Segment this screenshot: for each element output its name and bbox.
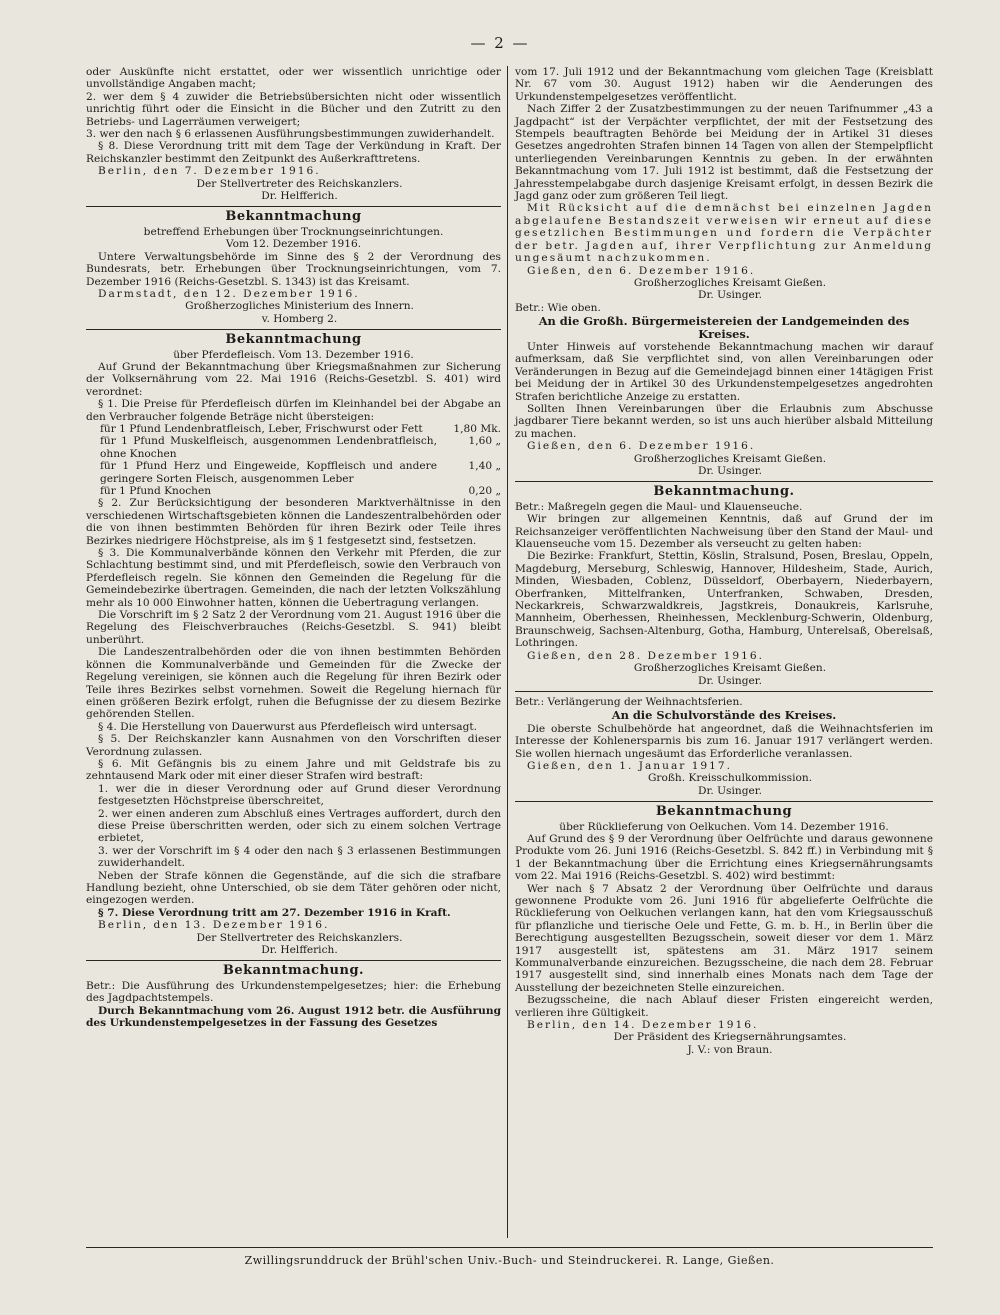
price-value: 1,40 „: [468, 460, 501, 473]
notice-title: Bekanntmachung: [225, 332, 362, 348]
place-date: Berlin, den 14. Dezember 1916.: [527, 1019, 759, 1032]
penalty-item: 2. wer einen anderen zum Abschluß eines Vertrages auffordert, durch den diese Preise überschritten werden, oder sich zu einem solchen Vertrage erbietet,: [98, 807, 501, 845]
paragraph: vom 17. Juli 1912 und der Bekanntmachung vom gleichen Tage (Kreisblatt Nr. 67 vom 30. August 1912) haben wir die Aenderungen des Urkundenstempelgesetzes veröffentlicht.: [515, 66, 933, 103]
paragraph: Wir bringen zur allgemeinen Kenntnis, daß auf Grund der im Reichsanzeiger veröffentlichten Nachweisung über den Stand der Maul- und Klauenseuche vom 15. Dezember als verseucht zu gelten haben:: [515, 513, 933, 551]
paragraph: Mit Rücksicht auf die demnächst bei einzelnen Jagden abgelaufene Bestandszeit verweisen wir erneut auf diese gesetzlichen Bestimmungen und fordern die Verpächter der betr. Jagden auf, ihrer Verpflichtung zur Anmeldung ungesäumt nachzukommen.: [515, 202, 933, 265]
notice-subject: Betr.: Maßregeln gegen die Maul- und Klauenseuche.: [515, 500, 803, 513]
notice-title: Bekanntmachung: [225, 209, 362, 225]
signature-name: J. V.: von Braun.: [687, 1043, 773, 1056]
price-value: 0,20 „: [468, 485, 501, 497]
signature-name: Dr. Helfferich.: [261, 944, 338, 957]
place-date: Gießen, den 1. Januar 1917.: [527, 759, 733, 772]
place-date: Gießen, den 6. Dezember 1916.: [527, 440, 756, 453]
penalty-item: 3. wer der Vorschrift im § 4 oder den nach § 3 erlassenen Bestimmungen zuwiderhandelt.: [98, 844, 501, 870]
column-divider: [507, 66, 508, 1238]
notice-heading: An die Schulvorstände des Kreises.: [611, 708, 837, 723]
paragraph: Die Vorschrift im § 2 Satz 2 der Verordnung vom 21. August 1916 über die Regelung des Fleischverbrauches (Reichs-Gesetzbl. S. 941) bleibt unberührt.: [86, 609, 501, 646]
notice-title: Bekanntmachung.: [653, 484, 795, 500]
left-column: [86, 66, 501, 1029]
page-number: — 2 —: [470, 34, 530, 52]
paragraph: Untere Verwaltungsbehörde im Sinne des § 2 der Verordnung des Bundesrats, betr. Erhebungen über Trocknungseinrichtungen, vom 7. Dezember 1916 (Reichs-Gesetzbl. S. 1343) ist das Kreisamt.: [86, 250, 501, 288]
paragraph: § 6. Mit Gefängnis bis zu einem Jahre und mit Geldstrafe bis zu zehntausend Mark oder mit einer dieser Strafen wird bestraft:: [86, 757, 501, 783]
paragraph: § 5. Der Reichskanzler kann Ausnahmen von den Vorschriften dieser Verordnung zulassen.: [86, 733, 501, 758]
notice-title: Bekanntmachung.: [222, 963, 365, 979]
signature-title: Der Stellvertreter des Reichskanzlers.: [196, 931, 403, 944]
paragraph: § 2. Zur Berücksichtigung der besonderen Marktverhältnisse in den verschiedenen Wirtschaftsgebieten können die Landeszentralbehörden oder die von ihnen bestimmten Behörden für ihren Bezirk oder Teile ihres Bezirkes niedrigere Höchstpreise, als im § 1 festgesetzt sind, festsetzen.: [86, 497, 501, 547]
notice-subject: Betr.: Verlängerung der Weihnachtsferien.: [515, 695, 743, 708]
paragraph: Unter Hinweis auf vorstehende Bekanntmachung machen wir darauf aufmerksam, daß Sie verpflichtet sind, von allen Vereinbarungen oder Veränderungen in Bezug auf die Gemeindejagd binnen einer 14tägigen Frist bei Meidung der in Artikel 30 des Urkundenstempelgesetzes angedrohten Strafen berichtliche Anzeige zu erstatten.: [515, 340, 933, 403]
signature-title: Großherzogliches Ministerium des Innern.: [185, 300, 414, 313]
section-divider: [515, 691, 933, 692]
price-row: [86, 460, 501, 485]
section-divider: [515, 801, 933, 802]
penalty-item: 2. wer dem § 4 zuwider die Betriebsübersichten nicht oder wissentlich unrichtig führt oder die Einsicht in die Bücher und den Zutritt zu den Betriebs- und Lagerräumen verweigert;: [86, 90, 501, 128]
section-divider: [86, 206, 501, 207]
paragraph: Nach Ziffer 2 der Zusatzbestimmungen zu der neuen Tarifnummer „43 a Jagdpacht“ ist der Verpächter verpflichtet, der mit der Festsetzung des Stempels beauftragten Behörde bei Meidung der in Artikel 31 dieses Gesetzes angedrohten Strafen binnen 14 Tagen von allen der Stempelpflicht unterliegenden Vereinbarungen Kenntnis zu geben. In der erwähnten Bekanntmachung vom 17. Juli 1912 ist bestimmt, daß die Festsetzung der Jahresstempelabgabe durch dasjenige Kreisamt erfolgt, in dessen Bezirk die Jagd ganz oder zum größeren Teil liegt.: [515, 103, 933, 203]
price-value: 1,60 „: [468, 435, 501, 448]
paragraph: § 7. Diese Verordnung tritt am 27. Dezember 1916 in Kraft.: [98, 906, 451, 919]
paragraph: Wer nach § 7 Absatz 2 der Verordnung über Oelfrüchte und daraus gewonnene Produkte vom 26. Juni 1916 für abgelieferte Oelfrüchte die Rücklieferung von Oelkuchen verlangen kann, hat den vom Kriegsausschuß für pflanzliche und tierische Oele und Fette, G. m. b. H., in Berlin über die Berechtigung ausgestellten Bezugsschein, soweit dieser vor dem 1. März 1917 ausgestellt ist, spätestens am 31. März 1917 seinem Kommunalverbande einzureichen. Bezugsscheine, die nach dem 28. Februar 1917 ausgestellt sind, sind innerhalb eines Monats nach dem Tage der Ausstellung der bezeichneten Stelle einzureichen.: [515, 882, 933, 994]
paragraph: Sollten Ihnen Vereinbarungen über die Erlaubnis zum Abschusse jagdbarer Tiere bekannt werden, so ist uns auch hierüber alsbald Mitteilung zu machen.: [515, 402, 933, 440]
section-divider: [86, 960, 501, 961]
price-row: [86, 435, 501, 460]
paragraph: Auf Grund der Bekanntmachung über Kriegsmaßnahmen zur Sicherung der Volksernährung vom 22. Mai 1916 (Reichs-Gesetzbl. S. 401) wird verordnet:: [86, 360, 501, 398]
printer-imprint: Zwillingsrunddruck der Brühl'schen Univ.-Buch- und Steindruckerei. R. Lange, Gießen.: [86, 1247, 933, 1267]
signature-name: Dr. Usinger.: [697, 674, 763, 687]
signature-title: Großherzogliches Kreisamt Gießen.: [633, 662, 827, 675]
signature-title: Der Stellvertreter des Reichskanzlers.: [196, 177, 403, 190]
paragraph: Auf Grund des § 9 der Verordnung über Oelfrüchte und daraus gewonnene Produkte vom 26. Juni 1916 (Reichs-Gesetzbl. S. 842 ff.) in Verbindung mit § 1 der Bekanntmachung über die Errichtung eines Kriegsernährungsamts vom 22. Mai 1916 (Reichs-Gesetzbl. S. 402) wird bestimmt:: [515, 832, 933, 883]
place-date: Gießen, den 28. Dezember 1916.: [527, 649, 764, 662]
notice-subject: Betr.: Die Ausführung des Urkundenstempelgesetzes; hier: die Erhebung des Jagdpachtstempels.: [86, 979, 501, 1005]
place-date: Berlin, den 13. Dezember 1916.: [98, 919, 330, 932]
signature-title: Großherzogliches Kreisamt Gießen.: [633, 276, 827, 289]
right-column: [515, 66, 933, 1056]
paragraph: § 8. Diese Verordnung tritt mit dem Tage der Verkündung in Kraft. Der Reichskanzler bestimmt den Zeitpunkt des Außerkrafttretens.: [86, 140, 501, 165]
price-label: für 1 Pfund Herz und Eingeweide, Kopffleisch und andere geringere Sorten Fleisch, ausgenommen Leber: [100, 460, 437, 485]
signature-title: Der Präsident des Kriegsernährungsamtes.: [613, 1031, 847, 1044]
place-date: Darmstadt, den 12. Dezember 1916.: [98, 287, 360, 300]
paragraph: Bezugsscheine, die nach Ablauf dieser Fristen eingereicht werden, verlieren ihre Gültigkeit.: [515, 994, 933, 1019]
price-row: [86, 423, 501, 435]
penalty-item: oder Auskünfte nicht erstattet, oder wer wissentlich unrichtige oder unvollständige Angaben macht;: [86, 66, 501, 91]
paragraph: Neben der Strafe können die Gegenstände, auf die sich die strafbare Handlung bezieht, ohne Unterschied, ob sie dem Täter gehören oder nicht, eingezogen werden.: [86, 869, 501, 907]
signature-title: Großh. Kreisschulkommission.: [647, 772, 813, 785]
paragraph: § 1. Die Preise für Pferdefleisch dürfen im Kleinhandel bei der Abgabe an den Verbraucher folgende Beträge nicht übersteigen:: [86, 398, 501, 423]
paragraph: Durch Bekanntmachung vom 26. August 1912 betr. die Ausführung des Urkundenstempelgesetzes in der Fassung des Gesetzes: [86, 1004, 501, 1030]
notice-title: Bekanntmachung: [655, 804, 793, 820]
paragraph: Die oberste Schulbehörde hat angeordnet, daß die Weihnachtsferien im Interesse der Kohlenersparnis bis zum 16. Januar 1917 verlängert werden. Sie wollen hiernach ungesäumt das Erforderliche veranlassen.: [515, 722, 933, 760]
notice-subtitle: über Rücklieferung von Oelkuchen. Vom 14. Dezember 1916.: [559, 820, 889, 833]
price-label: für 1 Pfund Muskelfleisch, ausgenommen Lendenbratfleisch, ohne Knochen: [100, 435, 437, 460]
price-row: [86, 485, 501, 497]
signature-name: v. Homberg 2.: [261, 312, 338, 325]
notice-heading: An die Großh. Bürgermeistereien der Landgemeinden des Kreises.: [538, 314, 910, 341]
notice-subject: Betr.: Wie oben.: [515, 301, 601, 314]
paragraph: § 4. Die Herstellung von Dauerwurst aus Pferdefleisch wird untersagt.: [98, 720, 478, 733]
notice-date: Vom 12. Dezember 1916.: [225, 238, 362, 251]
notice-subtitle: über Pferdefleisch. Vom 13. Dezember 1916.: [173, 348, 414, 361]
price-value: 1,80 Mk.: [453, 422, 501, 435]
signature-title: Großherzogliches Kreisamt Gießen.: [633, 452, 827, 465]
paragraph: § 3. Die Kommunalverbände können den Verkehr mit Pferden, die zur Schlachtung bestimmt sind, und mit Pferdefleisch, sowie den Verbrauch von Pferdefleisch regeln. Sie können den Gemeinden die Regelung für die Gemeindebezirke übertragen. Gemeinden, die nach der letzten Volkszählung mehr als 10 000 Einwohner hatten, können die Uebertragung verlangen.: [86, 547, 501, 609]
signature-name: Dr. Usinger.: [697, 289, 763, 302]
place-date: Berlin, den 7. Dezember 1916.: [98, 165, 321, 178]
price-label: für 1 Pfund Knochen: [100, 485, 212, 497]
penalty-item: 1. wer die in dieser Verordnung oder auf Grund dieser Verordnung festgesetzten Höchstpreise überschreitet,: [98, 782, 501, 808]
penalty-item: 3. wer den nach § 6 erlassenen Ausführungsbestimmungen zuwiderhandelt.: [86, 128, 495, 141]
paragraph: Die Landeszentralbehörden oder die von ihnen bestimmten Behörden können die Kommunalverbände und Gemeinden für die Zwecke der Regelung vereinigen, sie können auch die Regelung für ihren Bezirk oder Teile ihres Bezirkes selbst vornehmen. Soweit die Regelung hiernach für einen größeren Bezirk erfolgt, ruhen die Befugnisse der zu diesem Bezirke gehörenden Stellen.: [86, 646, 501, 721]
section-divider: [515, 481, 933, 482]
price-label: für 1 Pfund Lendenbratfleisch, Leber, Frischwurst oder Fett: [100, 422, 423, 435]
notice-subtitle: betreffend Erhebungen über Trocknungseinrichtungen.: [143, 225, 444, 238]
signature-name: Dr. Helfferich.: [261, 190, 338, 203]
signature-name: Dr. Usinger.: [697, 465, 763, 477]
paragraph: Die Bezirke: Frankfurt, Stettin, Köslin, Stralsund, Posen, Breslau, Oppeln, Magdeburg, Merseburg, Schleswig, Hannover, Hildesheim, Stade, Aurich, Minden, Wiesbaden, Coblenz, Düsseldorf, Oberbayern, Niederbayern, Oberfranken, Mittelfranken, Unterfranken, Schwaben, Dresden, Neckarkreis, Schwarzwaldkreis, Jagstkreis, Donaukreis, Karlsruhe, Mannheim, Oberhessen, Rheinhessen, Mecklenburg-Schwerin, Oldenburg, Braunschweig, Sachsen-Altenburg, Gotha, Hamburg, Unterelsaß, Oberelsaß, Lothringen.: [515, 550, 933, 650]
signature-name: Dr. Usinger.: [697, 784, 763, 797]
place-date: Gießen, den 6. Dezember 1916.: [527, 264, 756, 277]
section-divider: [86, 329, 501, 330]
